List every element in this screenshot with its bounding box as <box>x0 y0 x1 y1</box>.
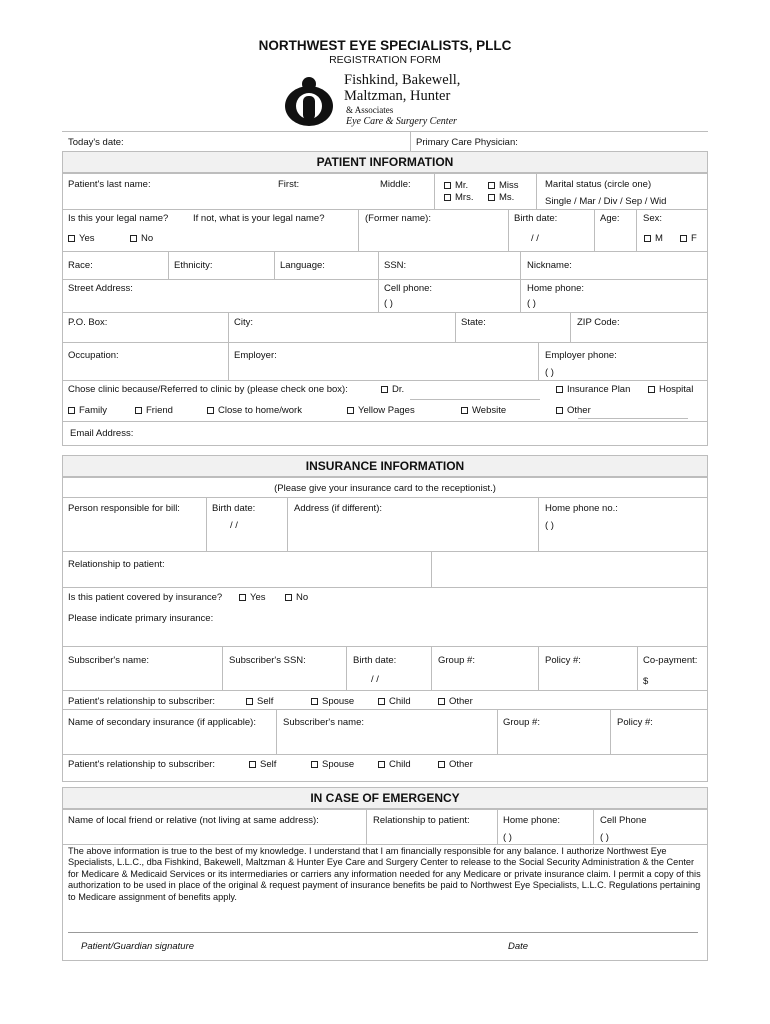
covered-yes-checkbox[interactable]: Yes <box>239 592 266 603</box>
rel2-other-checkbox[interactable]: Other <box>438 759 473 770</box>
cell-phone-label: Cell phone: <box>384 283 433 294</box>
employer-label: Employer: <box>234 350 277 361</box>
subscriber-birth-slashes[interactable]: / / <box>371 674 379 685</box>
rel1-other-checkbox[interactable]: Other <box>438 696 473 707</box>
marital-options[interactable]: Single / Mar / Div / Sep / Wid <box>545 196 667 207</box>
resp-address-label: Address (if different): <box>294 503 383 514</box>
legal-name-yes-checkbox[interactable]: Yes <box>68 233 95 244</box>
age-label: Age: <box>600 213 620 224</box>
birth-date-label: Birth date: <box>514 213 558 224</box>
referral-other-checkbox[interactable]: Other <box>556 405 591 416</box>
miss-checkbox[interactable]: Miss <box>488 180 519 191</box>
emergency-home-paren[interactable]: ( ) <box>503 832 512 843</box>
resp-birth-date-label: Birth date: <box>212 503 256 514</box>
logo-line-2: Maltzman, Hunter <box>344 88 451 104</box>
referral-dr-checkbox[interactable]: Dr. <box>381 384 404 395</box>
clinic-logo <box>282 72 482 136</box>
relationship-label: Relationship to patient: <box>68 559 165 570</box>
emergency-cell-paren[interactable]: ( ) <box>600 832 609 843</box>
covered-question: Is this patient covered by insurance? <box>68 592 223 603</box>
secondary-insurance-label: Name of secondary insurance (if applicable): <box>68 717 256 728</box>
authorization-statement: The above information is true to the best of my knowledge. I understand that I am financially responsible for any balance. I authorize Northwest Eye Specialists, L.L.C., dba Fishkind, Bakewell, Maltzman & Hunter Eye Care and Surgery Center to release to the Social Security Administration & the Center for Medicare & Medicaid Services or its intermediaries or carriers any information needed for any Medicare or private insurance claim. I permit a copy of this authorization to be used in place of the original & request payment of insurance benefits be paid to Northwest Eye Specialists, L.L.C. Regulations pertaining to Medicare assignment of benefits apply. <box>68 846 701 902</box>
rel1-self-checkbox[interactable]: Self <box>246 696 273 707</box>
resp-birth-slashes[interactable]: / / <box>230 520 238 531</box>
mrs-checkbox[interactable]: Mrs. <box>444 192 473 203</box>
secondary-subscriber-label: Subscriber's name: <box>283 717 365 728</box>
former-name-label: (Former name): <box>365 213 431 224</box>
group-label: Group #: <box>438 655 475 666</box>
referral-website-checkbox[interactable]: Website <box>461 405 506 416</box>
emergency-home-phone-label: Home phone: <box>503 815 561 826</box>
sex-m-checkbox[interactable]: M <box>644 233 663 244</box>
logo-line-3: & Associates <box>346 105 394 115</box>
legal-name-question: Is this your legal name? <box>68 213 169 224</box>
marital-status-label: Marital status (circle one) <box>545 179 652 190</box>
primary-insurance-label: Please indicate primary insurance: <box>68 613 214 624</box>
resp-home-phone-paren[interactable]: ( ) <box>545 520 554 531</box>
insurance-info-title: INSURANCE INFORMATION <box>305 459 465 473</box>
referral-family-checkbox[interactable]: Family <box>68 405 107 416</box>
first-name-label: First: <box>278 179 300 190</box>
cell-phone-paren[interactable]: ( ) <box>384 298 393 309</box>
secondary-policy-label: Policy #: <box>617 717 653 728</box>
middle-name-label: Middle: <box>380 179 411 190</box>
ethnicity-label: Ethnicity: <box>174 260 213 271</box>
copay-dollar[interactable]: $ <box>643 676 649 687</box>
ssn-label: SSN: <box>384 260 407 271</box>
sex-f-checkbox[interactable]: F <box>680 233 697 244</box>
ms-checkbox[interactable]: Ms. <box>488 192 514 203</box>
insurance-card-note: (Please give your insurance card to the receptionist.) <box>274 483 496 494</box>
copay-label: Co-payment: <box>643 655 698 666</box>
covered-no-checkbox[interactable]: No <box>285 592 308 603</box>
referral-hospital-checkbox[interactable]: Hospital <box>648 384 693 395</box>
emergency-title: IN CASE OF EMERGENCY <box>310 791 460 805</box>
pat-rel-label-1: Patient's relationship to subscriber: <box>68 696 216 707</box>
pcp-label: Primary Care Physician: <box>416 137 518 148</box>
sex-label: Sex: <box>643 213 663 224</box>
chose-clinic-label: Chose clinic because/Referred to clinic by (please check one box): <box>68 384 348 395</box>
referral-yellow-pages-checkbox[interactable]: Yellow Pages <box>347 405 415 416</box>
responsible-label: Person responsible for bill: <box>68 503 180 514</box>
date-label: Date <box>508 941 529 952</box>
referral-close-checkbox[interactable]: Close to home/work <box>207 405 302 416</box>
rel2-child-checkbox[interactable]: Child <box>378 759 411 770</box>
employer-phone-label: Employer phone: <box>545 350 617 361</box>
rel1-spouse-checkbox[interactable]: Spouse <box>311 696 354 707</box>
mr-checkbox[interactable]: Mr. <box>444 180 468 191</box>
last-name-label: Patient's last name: <box>68 179 151 190</box>
emergency-cell-phone-label: Cell Phone <box>600 815 647 826</box>
nickname-label: Nickname: <box>527 260 572 271</box>
legal-name-no-checkbox[interactable]: No <box>130 233 153 244</box>
emergency-relationship-label: Relationship to patient: <box>373 815 470 826</box>
language-label: Language: <box>280 260 325 271</box>
email-label: Email Address: <box>70 428 134 439</box>
po-box-label: P.O. Box: <box>68 317 108 328</box>
city-label: City: <box>234 317 253 328</box>
rel2-self-checkbox[interactable]: Self <box>249 759 276 770</box>
logo-line-4: Eye Care & Surgery Center <box>346 116 457 127</box>
subscriber-ssn-label: Subscriber's SSN: <box>229 655 306 666</box>
logo-line-1: Fishkind, Bakewell, <box>344 72 461 88</box>
race-label: Race: <box>68 260 93 271</box>
street-address-label: Street Address: <box>68 283 133 294</box>
referral-friend-checkbox[interactable]: Friend <box>135 405 173 416</box>
legal-name-label: If not, what is your legal name? <box>193 213 325 224</box>
todays-date-label: Today's date: <box>68 137 124 148</box>
patient-info-title: PATIENT INFORMATION <box>316 155 454 169</box>
secondary-group-label: Group #: <box>503 717 540 728</box>
subscriber-birth-label: Birth date: <box>353 655 397 666</box>
rel2-spouse-checkbox[interactable]: Spouse <box>311 759 354 770</box>
emergency-contact-label: Name of local friend or relative (not living at same address): <box>68 815 319 826</box>
form-title: NORTHWEST EYE SPECIALISTS, PLLC <box>258 38 512 53</box>
eye-logo-icon <box>282 74 342 132</box>
occupation-label: Occupation: <box>68 350 119 361</box>
employer-phone-paren[interactable]: ( ) <box>545 367 554 378</box>
home-phone-label: Home phone: <box>527 283 585 294</box>
subscriber-name-label: Subscriber's name: <box>68 655 150 666</box>
policy-label: Policy #: <box>545 655 581 666</box>
home-phone-paren[interactable]: ( ) <box>527 298 536 309</box>
rel1-child-checkbox[interactable]: Child <box>378 696 411 707</box>
form-subtitle: REGISTRATION FORM <box>329 54 441 66</box>
resp-home-phone-label: Home phone no.: <box>545 503 618 514</box>
referral-insurance-plan-checkbox[interactable]: Insurance Plan <box>556 384 630 395</box>
state-label: State: <box>461 317 486 328</box>
birth-date-slashes[interactable]: / / <box>531 233 539 244</box>
zip-label: ZIP Code: <box>577 317 620 328</box>
pat-rel-label-2: Patient's relationship to subscriber: <box>68 759 216 770</box>
signature-label: Patient/Guardian signature <box>81 941 195 952</box>
